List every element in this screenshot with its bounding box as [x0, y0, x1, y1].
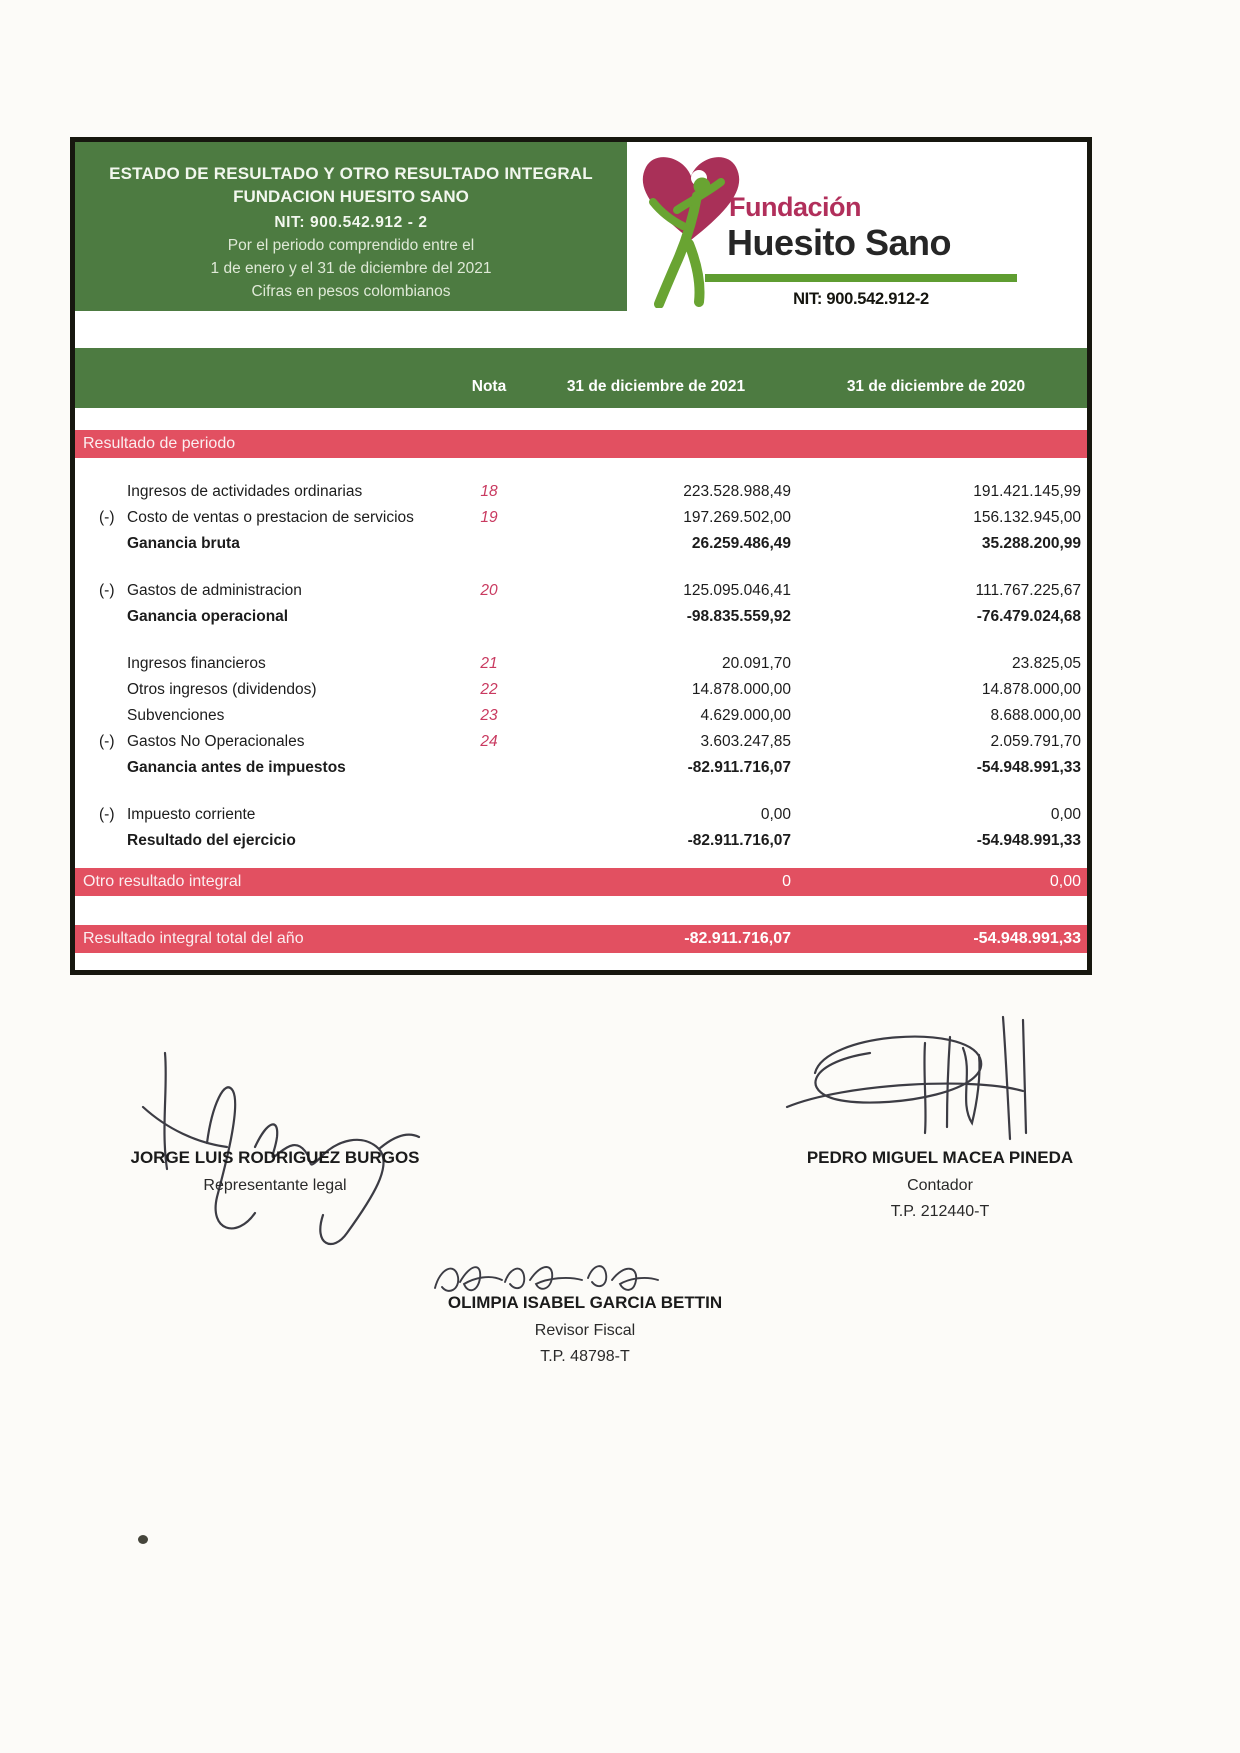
statement-title: ESTADO DE RESULTADO Y OTRO RESULTADO INTEGRAL [109, 164, 593, 183]
row-label: Impuesto corriente [127, 806, 256, 823]
signature-block-representante [110, 1148, 440, 1195]
statement-row [75, 677, 1087, 703]
statement-row [75, 531, 1087, 557]
row-value-2020: 0,00 [1050, 806, 1081, 823]
row-value-2021: -98.835.559,92 [686, 608, 791, 625]
row-note-number: 21 [480, 655, 498, 672]
logo-brand-line2: Huesito Sano [727, 222, 952, 263]
row-value-2021: 223.528.988,49 [683, 483, 791, 500]
row-prefix: (-) [99, 582, 115, 599]
logo-brand-line1: Fundación [729, 192, 861, 222]
statement-rows [75, 479, 1087, 854]
column-headers-band [75, 348, 1087, 408]
signer-name: JORGE LUIS RODRIGUEZ BURGOS [130, 1148, 420, 1167]
row-value-2020: -54.948.991,33 [976, 832, 1081, 849]
row-value-2021: 3.603.247,85 [700, 733, 791, 750]
row-value-2021: -82.911.716,07 [687, 832, 791, 849]
row-label: Costo de ventas o prestacion de servicios [127, 509, 414, 526]
row-prefix: (-) [99, 806, 115, 823]
section-band-label: Resultado de periodo [83, 435, 236, 452]
row-value-2020: 35.288.200,99 [981, 535, 1081, 552]
row-label: Ganancia operacional [127, 608, 289, 625]
row-value-2020: 14.878.000,00 [981, 681, 1081, 698]
signer-role: Revisor Fiscal [534, 1322, 636, 1339]
row-value-2020: 111.767.225,67 [975, 582, 1081, 599]
row-label: Gastos No Operacionales [127, 733, 305, 750]
statement-row [75, 505, 1087, 531]
band-total-value-2020: -54.948.991,33 [973, 930, 1081, 947]
row-label: Ingresos financieros [127, 655, 266, 672]
row-value-2020: -54.948.991,33 [976, 759, 1081, 776]
period-line-2: 1 de enero y el 31 de diciembre del 2021 [210, 260, 492, 277]
period-line-1: Por el periodo comprendido entre el [227, 237, 475, 254]
row-label: Ganancia bruta [127, 535, 240, 552]
column-header-2021: 31 de diciembre de 2021 [566, 378, 746, 395]
signature-block-contador [780, 1148, 1100, 1221]
column-header-2020: 31 de diciembre de 2020 [846, 378, 1026, 395]
signer-tp: T.P. 48798-T [540, 1348, 630, 1365]
row-prefix: (-) [99, 509, 115, 526]
signer-role: Representante legal [203, 1177, 347, 1194]
row-value-2020: -76.479.024,68 [976, 608, 1081, 625]
band-otro-value-2021: 0 [782, 873, 791, 890]
row-label: Otros ingresos (dividendos) [127, 681, 317, 698]
band-otro-value-2020: 0,00 [1049, 873, 1081, 890]
row-label: Subvenciones [127, 707, 225, 724]
scan-artifact-dot [138, 1535, 148, 1544]
currency-note: Cifras en pesos colombianos [251, 283, 451, 300]
row-label: Resultado del ejercicio [127, 832, 296, 849]
row-value-2021: 20.091,70 [722, 655, 791, 672]
foundation-logo [627, 142, 1087, 344]
band-resultado-integral-total [75, 925, 1087, 953]
logo-nit: NIT: 900.542.912-2 [793, 290, 929, 308]
row-value-2021: 26.259.486,49 [691, 535, 791, 552]
signature-contador-ink [775, 1015, 1040, 1155]
row-value-2021: 14.878.000,00 [691, 681, 791, 698]
section-band-resultado-periodo [75, 430, 1087, 458]
logo-underline [705, 274, 1017, 282]
row-note-number: 24 [480, 733, 498, 750]
statement-row [75, 703, 1087, 729]
band-otro-label: Otro resultado integral [83, 873, 242, 890]
statement-row [75, 828, 1087, 854]
row-note-number: 19 [480, 509, 498, 526]
statement-row [75, 479, 1087, 505]
row-label: Gastos de administracion [127, 582, 302, 599]
row-value-2021: 125.095.046,41 [683, 582, 791, 599]
statement-header [75, 142, 627, 311]
statement-row [75, 578, 1087, 604]
signer-tp: T.P. 212440-T [890, 1203, 990, 1220]
column-header-nota: Nota [471, 378, 507, 395]
row-value-2021: -82.911.716,07 [687, 759, 791, 776]
row-value-2020: 156.132.945,00 [973, 509, 1081, 526]
row-note-number: 23 [480, 707, 498, 724]
row-note-number: 18 [480, 483, 498, 500]
statement-row [75, 604, 1087, 630]
statement-row [75, 802, 1087, 828]
row-label: Ganancia antes de impuestos [127, 759, 346, 776]
band-otro-resultado-integral [75, 868, 1087, 896]
signer-name: OLIMPIA ISABEL GARCIA BETTIN [447, 1293, 723, 1312]
entity-nit: NIT: 900.542.912 - 2 [274, 214, 428, 231]
signer-role: Contador [907, 1177, 973, 1194]
row-value-2020: 8.688.000,00 [990, 707, 1081, 724]
row-value-2020: 2.059.791,70 [990, 733, 1081, 750]
row-value-2021: 0,00 [760, 806, 791, 823]
row-note-number: 20 [480, 582, 498, 599]
row-value-2020: 191.421.145,99 [973, 483, 1081, 500]
band-total-value-2021: -82.911.716,07 [684, 930, 791, 947]
row-value-2021: 4.629.000,00 [700, 707, 791, 724]
entity-name: FUNDACION HUESITO SANO [233, 187, 469, 206]
statement-row [75, 651, 1087, 677]
signature-block-revisor [425, 1293, 745, 1366]
row-value-2020: 23.825,05 [1012, 655, 1081, 672]
statement-row [75, 729, 1087, 755]
statement-row [75, 755, 1087, 781]
band-total-label: Resultado integral total del año [83, 930, 304, 947]
row-value-2021: 197.269.502,00 [683, 509, 791, 526]
statement-box [70, 137, 1092, 975]
signer-name: PEDRO MIGUEL MACEA PINEDA [806, 1148, 1074, 1167]
row-note-number: 22 [480, 681, 498, 698]
row-prefix: (-) [99, 733, 115, 750]
row-label: Ingresos de actividades ordinarias [127, 483, 363, 500]
